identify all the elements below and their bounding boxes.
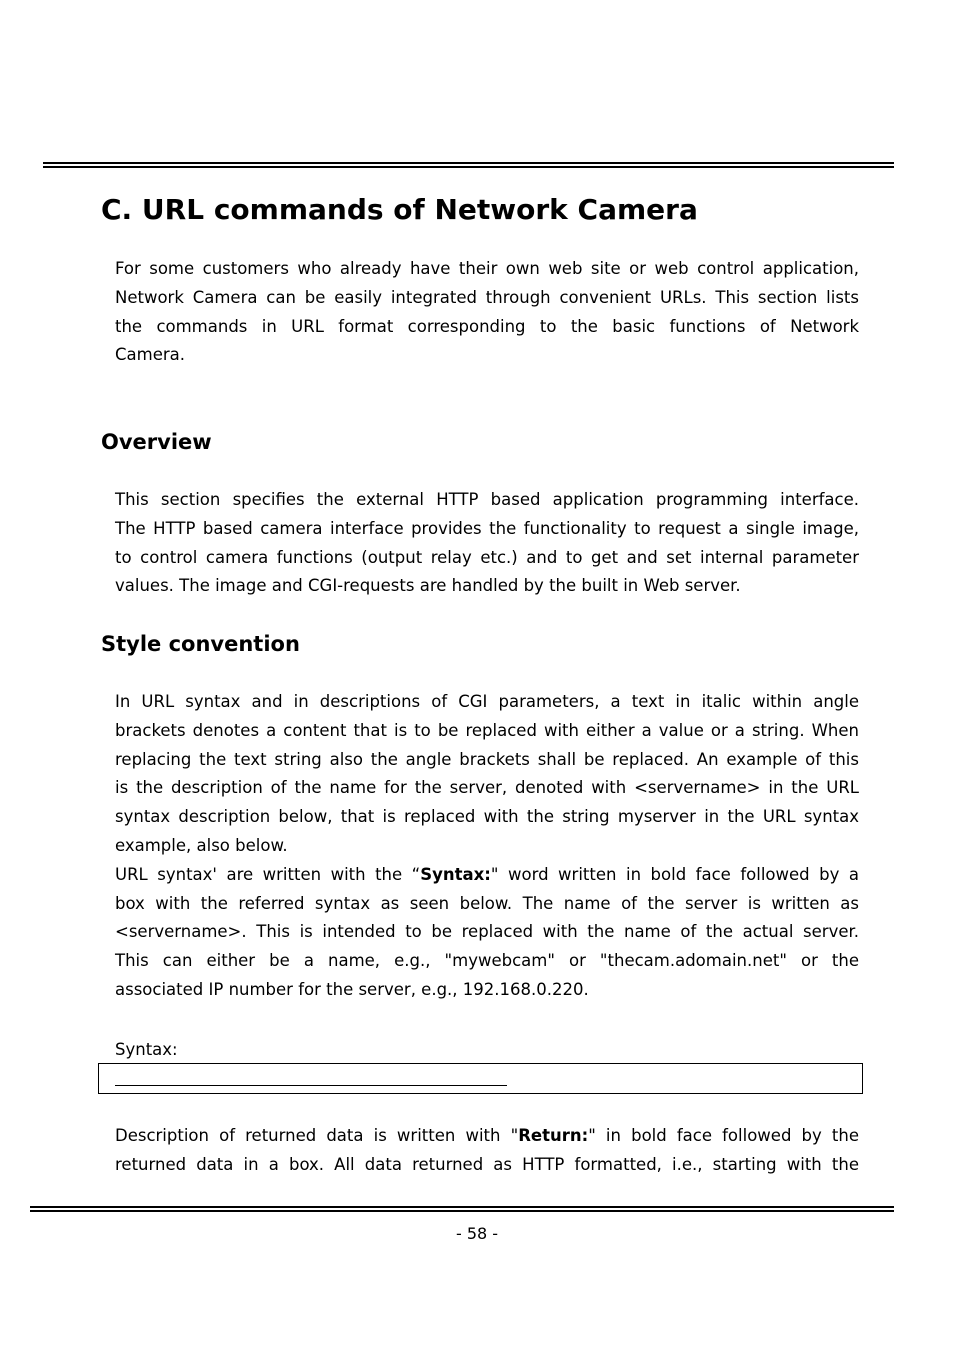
overview-line: values. The image and CGI-requests are handled by the built in Web server. — [115, 576, 741, 596]
intro-paragraph — [115, 255, 859, 370]
style-line: replacing the text string also the angle brackets shall be replaced. An example of this — [115, 749, 859, 769]
style-line: associated IP number for the server, e.g., 192.168.0.220. — [115, 979, 589, 999]
style-line: In URL syntax and in descriptions of CGI parameters, a text in italic within angle — [115, 692, 859, 711]
overview-paragraph — [115, 486, 859, 601]
intro-line: Camera. — [115, 345, 185, 365]
return-line-text: Description of returned data is written with " — [115, 1126, 519, 1145]
style-line: <servername>. This is intended to be replaced with the name of the actual server. — [115, 922, 859, 942]
style-line-text: URL syntax' are written with the “ — [115, 864, 421, 884]
style-line-text: " word written in bold face followed by a — [490, 864, 859, 884]
return-line: returned data in a box. All data returned as HTTP formatted, i.e., starting with the — [115, 1154, 859, 1174]
syntax-underline — [115, 1085, 507, 1086]
style-line: is the description of the name for the server, denoted with <servername> in the URL — [115, 778, 859, 798]
return-paragraph — [115, 1122, 859, 1180]
syntax-bold-word: Syntax: — [420, 864, 491, 884]
style-convention-heading: Style convention — [101, 632, 300, 656]
syntax-label: Syntax: — [115, 1040, 178, 1059]
style-line: This can either be a name, e.g., "mywebcam" or "thecam.adomain.net" or the — [115, 951, 859, 971]
syntax-box — [98, 1063, 863, 1094]
return-bold-word: Return: — [518, 1126, 589, 1145]
intro-line: the commands in URL format corresponding to the basic functions of Network — [115, 316, 859, 336]
return-line-text: " in bold face followed by the — [588, 1126, 859, 1145]
style-line: box with the referred syntax as seen below. The name of the server is written as — [115, 893, 859, 913]
style-line-syntax — [115, 861, 859, 890]
overview-line: This section specifies the external HTTP based application programming interface. — [115, 490, 859, 509]
style-line: brackets denotes a content that is to be replaced with either a value or a string. When — [115, 720, 859, 740]
page-title: C. URL commands of Network Camera — [101, 193, 698, 226]
overview-heading: Overview — [101, 430, 212, 454]
intro-line: Network Camera can be easily integrated through convenient URLs. This section lists — [115, 287, 859, 307]
style-line: syntax description below, that is replaced with the string myserver in the URL syntax — [115, 807, 859, 827]
overview-line: The HTTP based camera interface provides the functionality to request a single image, — [115, 518, 859, 538]
top-rule — [43, 162, 894, 168]
bottom-rule — [30, 1206, 894, 1212]
intro-line: For some customers who already have their own web site or web control application, — [115, 259, 859, 278]
style-convention-paragraph — [115, 688, 859, 1005]
overview-line: to control camera functions (output relay etc.) and to get and set internal parameter — [115, 547, 859, 567]
page-number: - 58 - — [455, 1224, 499, 1243]
return-line — [115, 1122, 859, 1151]
style-line: example, also below. — [115, 835, 288, 855]
